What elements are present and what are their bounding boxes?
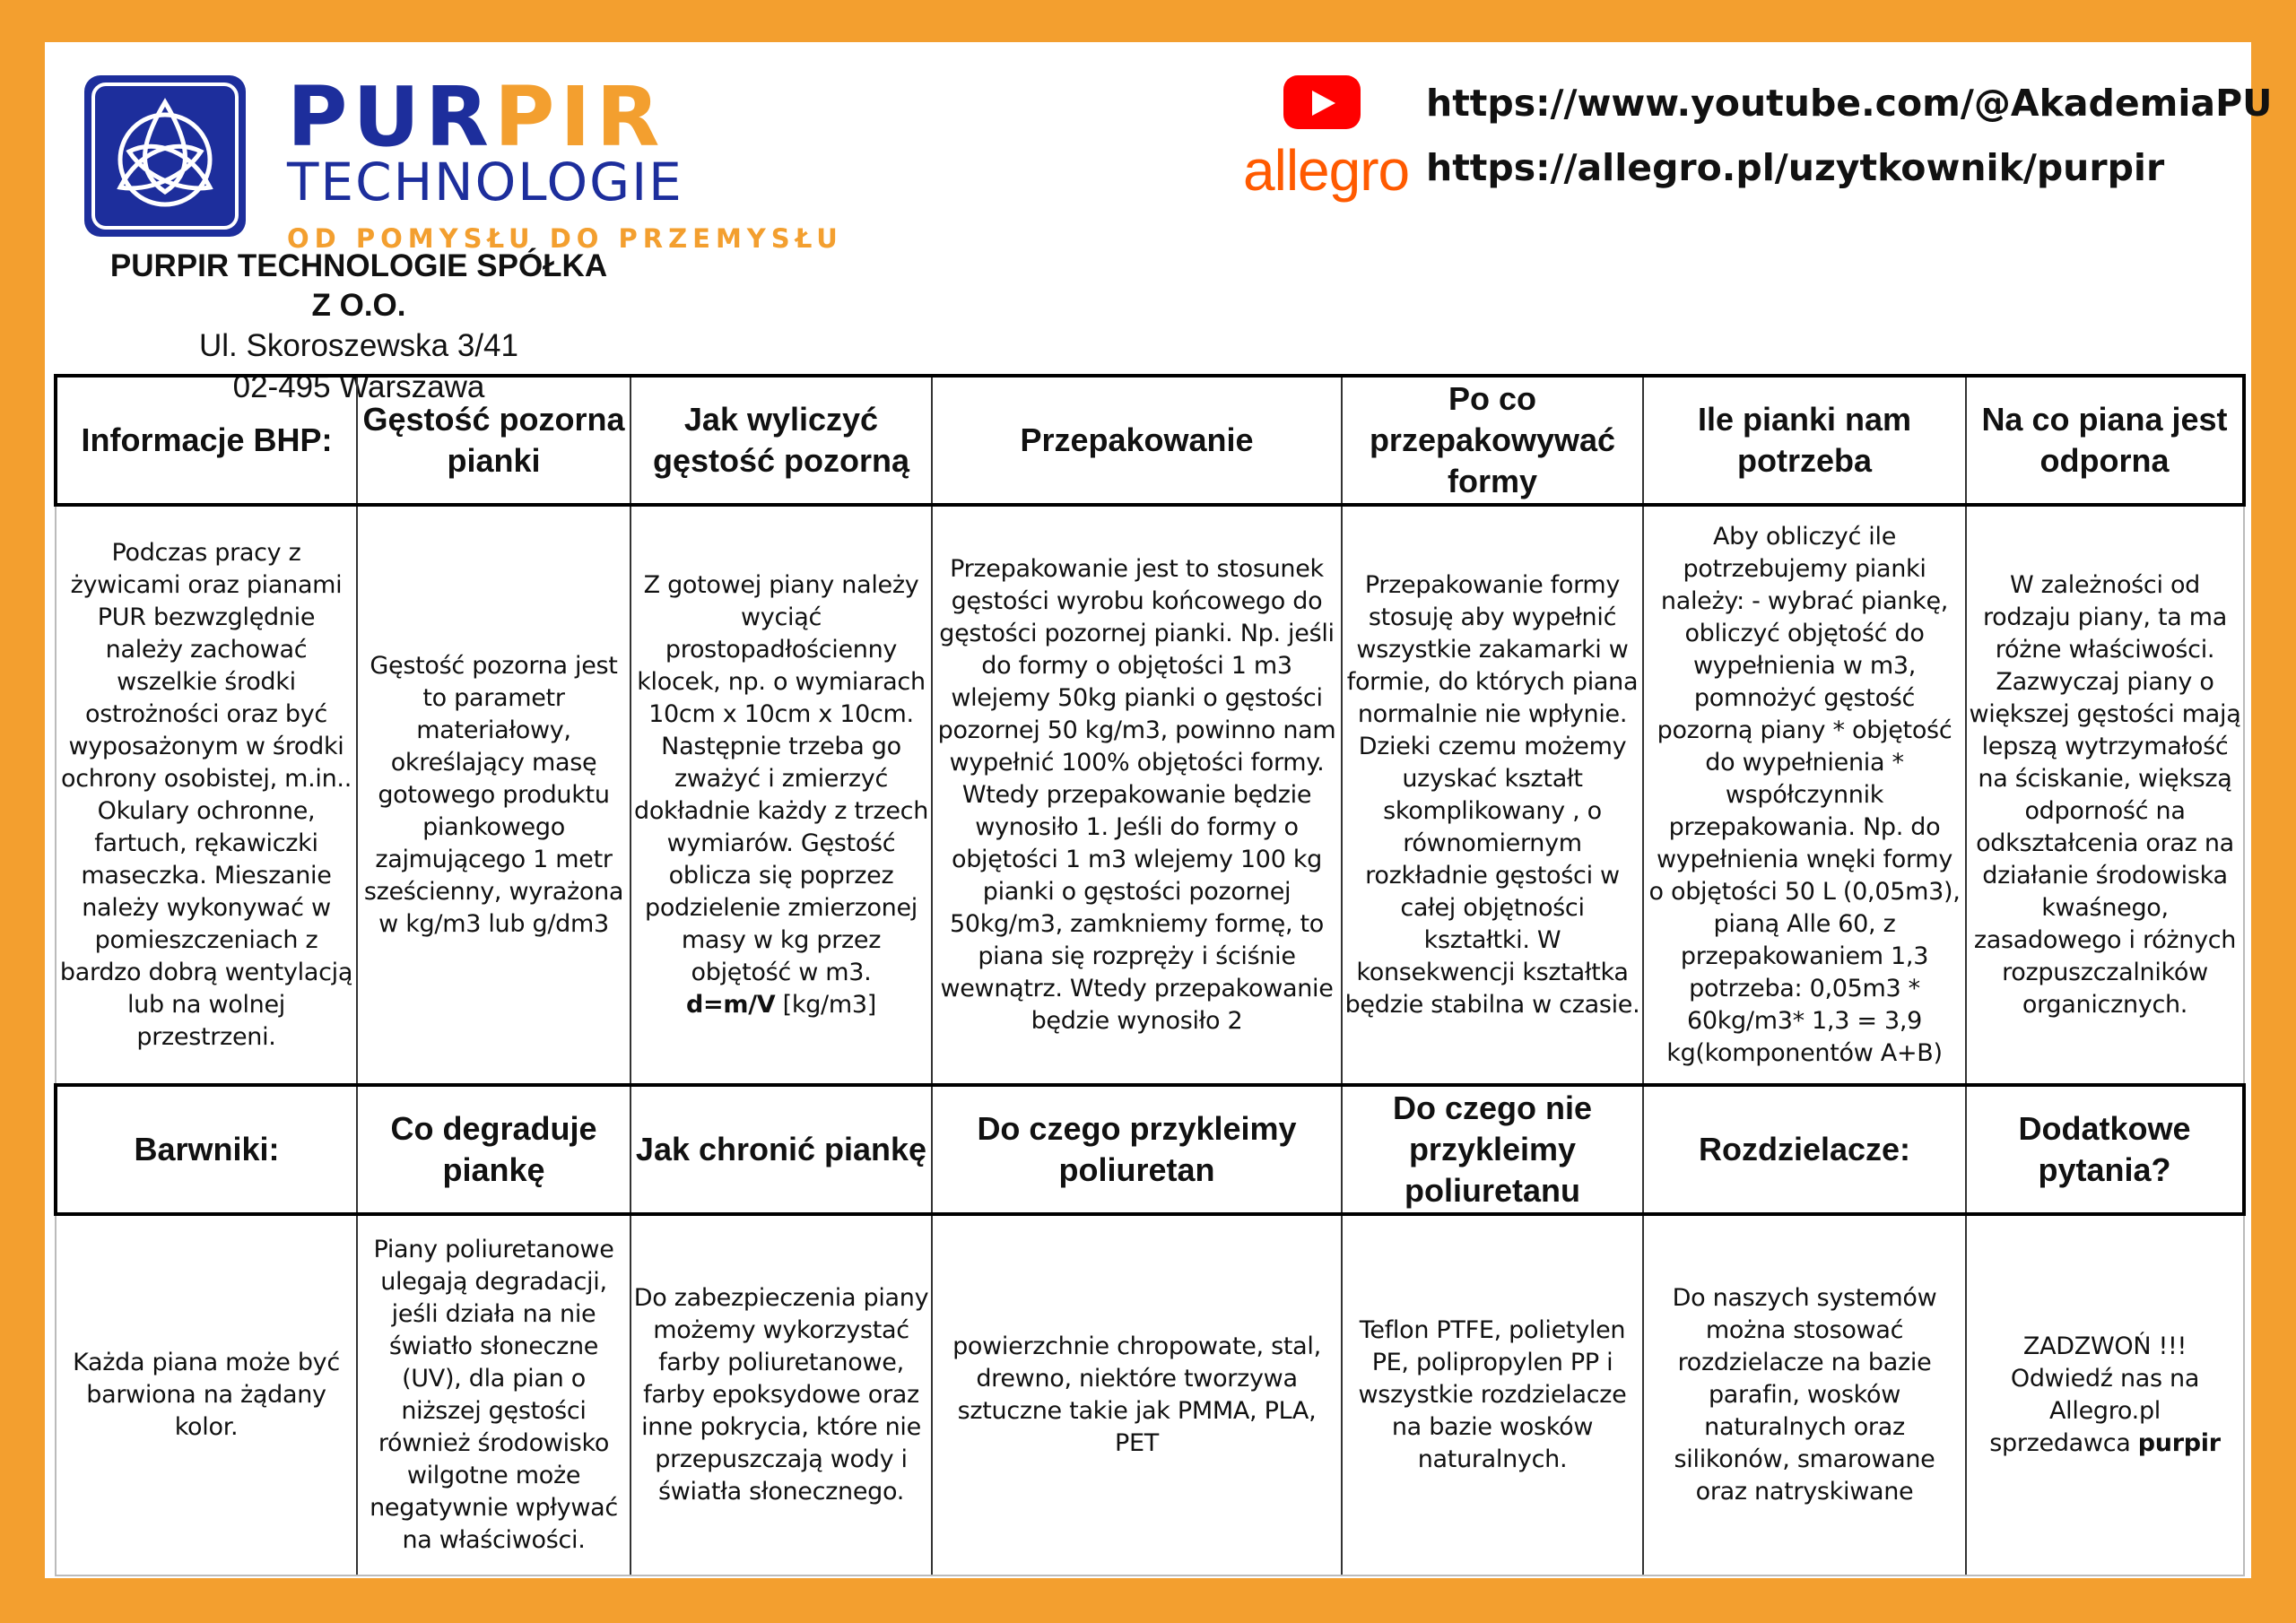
cell-przykleimy: powierzchnie chropowate, stal, drewno, niektóre tworzywa sztuczne takie jak PMMA, PLA, PET	[932, 1214, 1342, 1575]
cell-jak-wyliczyc	[631, 505, 932, 1085]
youtube-link[interactable]: https://www.youtube.com/@AkademiaPU	[1426, 82, 2273, 125]
header-bhp: Informacje BHP:	[56, 376, 357, 505]
density-formula: d=m/V	[686, 990, 776, 1019]
cell-gestosc: Gęstość pozorna jest to parametr materiałowy, określający masę gotowego produktu piankowego zajmującego 1 metr sześcienny, wyrażona w kg/m3 lub g/dm3	[357, 505, 631, 1085]
cell-jak-wyliczyc-text: Z gotowej piany należy wyciąć prostopadłościenny klocek, np. o wymiarach 10cm x 10cm x 10cm. Następnie trzeba go zważyć i zmierzyć dokładnie każdy z trzech wymiarów. Gęstość oblicza się poprzez podzielenie zmierzonej masy w kg przez objętość w m3.	[633, 570, 929, 986]
cell-nie-przykleimy: Teflon PTFE, polietylen PE, polipropylen PP i wszystkie rozdzielacze na bazie wosków naturalnych.	[1342, 1214, 1643, 1575]
contact-visit: Odwiedź nas na Allegro.pl	[2010, 1365, 2200, 1425]
brand-pir: PIR	[493, 69, 665, 165]
header-jak-chronic: Jak chronić piankę	[631, 1085, 932, 1214]
brand-technologie: TECHNOLOGIE	[287, 152, 683, 213]
header-rozdzielacze: Rozdzielacze:	[1643, 1085, 1966, 1214]
cell-po-co: Przepakowanie formy stosuję aby wypełnić wszystkie zakamarki w formie, do których piana normalnie nie wpłynie. Dzieki czemu możemy uzyskać kształt skomplikowany , o równomiernym rozkładnie gęstości w całej objętności kształtki. W konsekwencji kształtka będzie stabilna w czasie.	[1342, 505, 1643, 1085]
allegro-link[interactable]: https://allegro.pl/uzytkownik/purpir	[1426, 146, 2165, 189]
company-name: PURPIR TECHNOLOGIE SPÓŁKA Z O.O.	[109, 248, 608, 323]
contact-call: ZADZWOŃ !!!	[2022, 1332, 2187, 1360]
contact-seller: sprzedawca	[1989, 1429, 2138, 1457]
brand-slogan: OD POMYSŁU DO PRZEMYSŁU	[287, 223, 843, 254]
header-degraduje: Co degraduje piankę	[357, 1085, 631, 1214]
play-icon	[1312, 91, 1335, 116]
header-row-1	[56, 376, 2244, 505]
contact-seller-name[interactable]: purpir	[2137, 1429, 2221, 1457]
header-jak-wyliczyc: Jak wyliczyć gęstość pozorną	[631, 376, 932, 505]
brand-wordmark	[287, 69, 915, 254]
header-po-co: Po co przepakowywać formy	[1342, 376, 1643, 505]
cell-dodatkowe	[1966, 1214, 2244, 1575]
document-sheet	[45, 42, 2273, 1578]
info-table	[54, 374, 2246, 1576]
company-city: 02-495 Warszawa	[232, 369, 485, 404]
cell-odporna: W zależności od rodzaju piany, ta ma różne właściwości. Zazwyczaj piany o większej gęstości mają lepszą wytrzymałość na ściskanie, większą odporność na odkształcenia oraz na działanie środowiska kwaśnego, zasadowego i różnych rozpuszczalników organicznych.	[1966, 505, 2244, 1085]
brand-name	[287, 69, 915, 165]
allegro-logo[interactable]: allegro	[1243, 138, 1410, 203]
content-row-2	[56, 1214, 2244, 1575]
header-row-2	[56, 1085, 2244, 1214]
cell-degraduje: Piany poliuretanowe ulegają degradacji, jeśli działa na nie światło słoneczne (UV), dla pian o niższej gęstości również środowisko wilgotne może negatywnie wpływać na właściwości.	[357, 1214, 631, 1575]
cell-jak-chronic: Do zabezpieczenia piany możemy wykorzystać farby poliuretanowe, farby epoksydowe oraz inne pokrycia, które nie przepuszczają wody i światła słonecznego.	[631, 1214, 932, 1575]
density-formula-unit: [kg/m3]	[775, 990, 876, 1019]
header-przykleimy: Do czego przykleimy poliuretan	[932, 1085, 1342, 1214]
brand-pur: PUR	[287, 69, 494, 165]
cell-barwniki: Każda piana może być barwiona na żądany kolor.	[56, 1214, 357, 1575]
header-gestosc: Gęstość pozorna pianki	[357, 376, 631, 505]
header-przepakowanie: Przepakowanie	[932, 376, 1342, 505]
company-street: Ul. Skoroszewska 3/41	[199, 328, 518, 363]
header-odporna: Na co piana jest odporna	[1966, 376, 2244, 505]
cell-rozdzielacze: Do naszych systemów można stosować rozdzielacze na bazie parafin, wosków naturalnych oraz silikonów, smarowane oraz natryskiwane	[1643, 1214, 1966, 1575]
youtube-icon[interactable]	[1283, 75, 1361, 129]
celtic-knot-icon	[84, 75, 246, 237]
header-dodatkowe: Dodatkowe pytania?	[1966, 1085, 2244, 1214]
header-ile-pianki: Ile pianki nam potrzeba	[1643, 376, 1966, 505]
header-barwniki: Barwniki:	[56, 1085, 357, 1214]
cell-przepakowanie: Przepakowanie jest to stosunek gęstości wyrobu końcowego do gęstości pozornej pianki. Np. jeśli do formy o objętości 1 m3 wlejemy 50kg pianki o gęstości pozornej 50 kg/m3, powinno nam wypełnić 100% objętości formy. Wtedy przepakowanie będzie wynosiło 1. Jeśli do formy o objętości 1 m3 wlejemy 100 kg pianki o gęstości pozornej 50kg/m3, zamkniemy formę, to piana się rozpręży i ściśnie wewnątrz. Wtedy przepakowanie będzie wynosiło 2	[932, 505, 1342, 1085]
cell-bhp: Podczas pracy z żywicami oraz pianami PUR bezwzględnie należy zachować wszelkie środki ostrożności oraz być wyposażonym w środki ochrony osobistej, m.in.. Okulary ochronne, fartuch, rękawiczki maseczka. Mieszanie należy wykonywać w pomieszczeniach z bardzo dobrą wentylacją lub na wolnej przestrzeni.	[56, 505, 357, 1085]
header-nie-przykleimy: Do czego nie przykleimy poliuretanu	[1342, 1085, 1643, 1214]
content-row-1	[56, 505, 2244, 1085]
cell-ile-pianki: Aby obliczyć ile potrzebujemy pianki należy: - wybrać piankę, obliczyć objętość do wypełnienia w m3, pomnożyć gęstość pozorną piany * objętość do wypełnienia * współczynnik przepakowania. Np. do wypełnienia wnęki formy o objętości 50 L (0,05m3), pianą Alle 60, z przepakowaniem 1,3 potrzeba: 0,05m3 * 60kg/m3* 1,3 = 3,9 kg(komponentów A+B)	[1643, 505, 1966, 1085]
